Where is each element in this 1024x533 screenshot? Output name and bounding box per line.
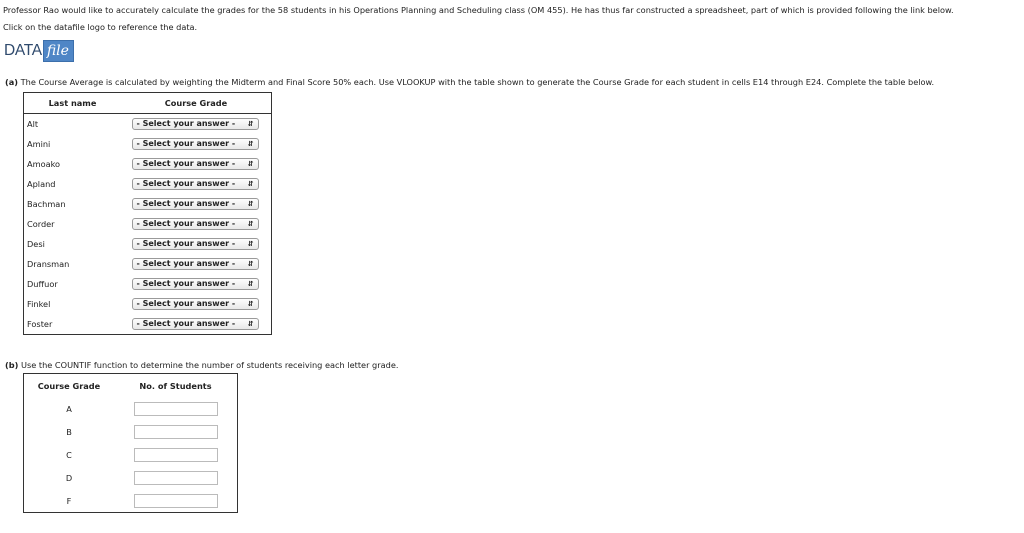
letter-grade: B xyxy=(66,426,72,437)
updown-arrows-icon: ⇵ xyxy=(247,140,254,148)
course-grade-select[interactable] xyxy=(132,198,259,210)
course-grade-cell xyxy=(121,314,272,335)
grade-count-table xyxy=(23,373,238,513)
updown-arrows-icon: ⇵ xyxy=(247,260,254,268)
course-grade-select[interactable] xyxy=(132,218,259,230)
student-last-name: Desi xyxy=(27,239,45,249)
course-grade-cell xyxy=(121,254,272,274)
student-count-input[interactable] xyxy=(134,425,218,439)
table-row xyxy=(24,154,272,174)
table-row xyxy=(24,489,238,513)
course-grade-cell xyxy=(121,134,272,154)
letter-grade: F xyxy=(66,495,72,506)
select-label: - Select your answer - xyxy=(136,179,236,188)
course-grade-header: Course Grade xyxy=(37,380,101,391)
part-b-text: Use the COUNTIF function to determine the number of students receiving each letter grade. xyxy=(20,360,399,370)
course-grade-select[interactable] xyxy=(132,298,259,310)
student-count-input[interactable] xyxy=(134,448,218,462)
table-row xyxy=(24,466,238,489)
datafile-logo-file-text: file xyxy=(43,40,74,62)
updown-arrows-icon: ⇵ xyxy=(247,200,254,208)
part-a-label: (a) xyxy=(5,77,19,87)
table-row xyxy=(24,254,272,274)
student-last-name: Amoako xyxy=(27,159,61,169)
intro xyxy=(3,2,1023,36)
student-last-name: Finkel xyxy=(27,299,51,309)
part-b-question xyxy=(5,360,398,370)
table-row xyxy=(24,443,238,466)
student-count-cell xyxy=(114,397,238,420)
letter-grade: C xyxy=(66,449,72,460)
student-last-name: Duffuor xyxy=(27,279,58,289)
select-label: - Select your answer - xyxy=(136,119,236,128)
no-of-students-header: No. of Students xyxy=(139,380,212,391)
student-count-cell xyxy=(114,489,238,513)
course-grade-select[interactable] xyxy=(132,238,259,250)
updown-arrows-icon: ⇵ xyxy=(247,180,254,188)
student-last-name: Dransman xyxy=(27,259,70,269)
table-row xyxy=(24,214,272,234)
student-count-input[interactable] xyxy=(134,402,218,416)
course-grade-table xyxy=(23,92,272,335)
course-grade-select[interactable] xyxy=(132,158,259,170)
table-row xyxy=(24,294,272,314)
select-label: - Select your answer - xyxy=(136,199,236,208)
course-grade-select[interactable] xyxy=(132,118,259,130)
part-b-label: (b) xyxy=(5,360,19,370)
select-label: - Select your answer - xyxy=(136,259,236,268)
datafile-logo[interactable] xyxy=(4,40,74,62)
course-grade-select[interactable] xyxy=(132,318,259,330)
table-row xyxy=(24,134,272,154)
updown-arrows-icon: ⇵ xyxy=(247,300,254,308)
student-last-name: Foster xyxy=(27,319,53,329)
select-label: - Select your answer - xyxy=(136,279,236,288)
student-last-name: Corder xyxy=(27,219,55,229)
student-count-input[interactable] xyxy=(134,494,218,508)
course-grade-cell xyxy=(121,174,272,194)
course-grade-cell xyxy=(121,154,272,174)
part-a-text: The Course Average is calculated by weighting the Midterm and Final Score 50% each. Use VLOOKUP with the table shown to generate the Course Grade for each student in cells E14 through E24. Complete the table below. xyxy=(20,77,935,87)
course-grade-select[interactable] xyxy=(132,258,259,270)
table-row xyxy=(24,194,272,214)
student-last-name: Apland xyxy=(27,179,56,189)
part-a-question xyxy=(5,77,934,87)
select-label: - Select your answer - xyxy=(136,239,236,248)
select-label: - Select your answer - xyxy=(136,219,236,228)
table-row xyxy=(24,397,238,420)
select-label: - Select your answer - xyxy=(136,299,236,308)
intro-instruction: Click on the datafile logo to reference the data. xyxy=(3,22,198,32)
course-grade-select[interactable] xyxy=(132,178,259,190)
updown-arrows-icon: ⇵ xyxy=(247,160,254,168)
student-last-name: Bachman xyxy=(27,199,66,209)
table-row xyxy=(24,114,272,135)
course-grade-cell xyxy=(121,114,272,135)
datafile-logo-data-text: DATA xyxy=(4,42,42,59)
course-grade-cell xyxy=(121,194,272,214)
course-grade-cell xyxy=(121,214,272,234)
last-name-header: Last name xyxy=(24,93,122,114)
select-label: - Select your answer - xyxy=(136,319,236,328)
student-count-cell xyxy=(114,443,238,466)
student-count-cell xyxy=(114,466,238,489)
student-last-name: Amini xyxy=(27,139,51,149)
table-row xyxy=(24,314,272,335)
letter-grade: A xyxy=(66,403,72,414)
select-label: - Select your answer - xyxy=(136,139,236,148)
table-row xyxy=(24,234,272,254)
student-last-name: Alt xyxy=(27,119,39,129)
updown-arrows-icon: ⇵ xyxy=(247,220,254,228)
course-grade-cell xyxy=(121,234,272,254)
intro-text: Professor Rao would like to accurately calculate the grades for the 58 students in his Operations Planning and Scheduling class (OM 455). He has thus far constructed a spreadsheet, part of which is provided following the link below. xyxy=(3,5,954,15)
updown-arrows-icon: ⇵ xyxy=(247,120,254,128)
table-row xyxy=(24,420,238,443)
updown-arrows-icon: ⇵ xyxy=(247,320,254,328)
table-row xyxy=(24,174,272,194)
letter-grade: D xyxy=(65,472,73,483)
updown-arrows-icon: ⇵ xyxy=(247,240,254,248)
course-grade-cell xyxy=(121,294,272,314)
table-row xyxy=(24,274,272,294)
course-grade-cell xyxy=(121,274,272,294)
course-grade-select[interactable] xyxy=(132,278,259,290)
updown-arrows-icon: ⇵ xyxy=(247,280,254,288)
course-grade-select[interactable] xyxy=(132,138,259,150)
student-count-input[interactable] xyxy=(134,471,218,485)
course-grade-header: Course Grade xyxy=(121,93,272,114)
select-label: - Select your answer - xyxy=(136,159,236,168)
student-count-cell xyxy=(114,420,238,443)
